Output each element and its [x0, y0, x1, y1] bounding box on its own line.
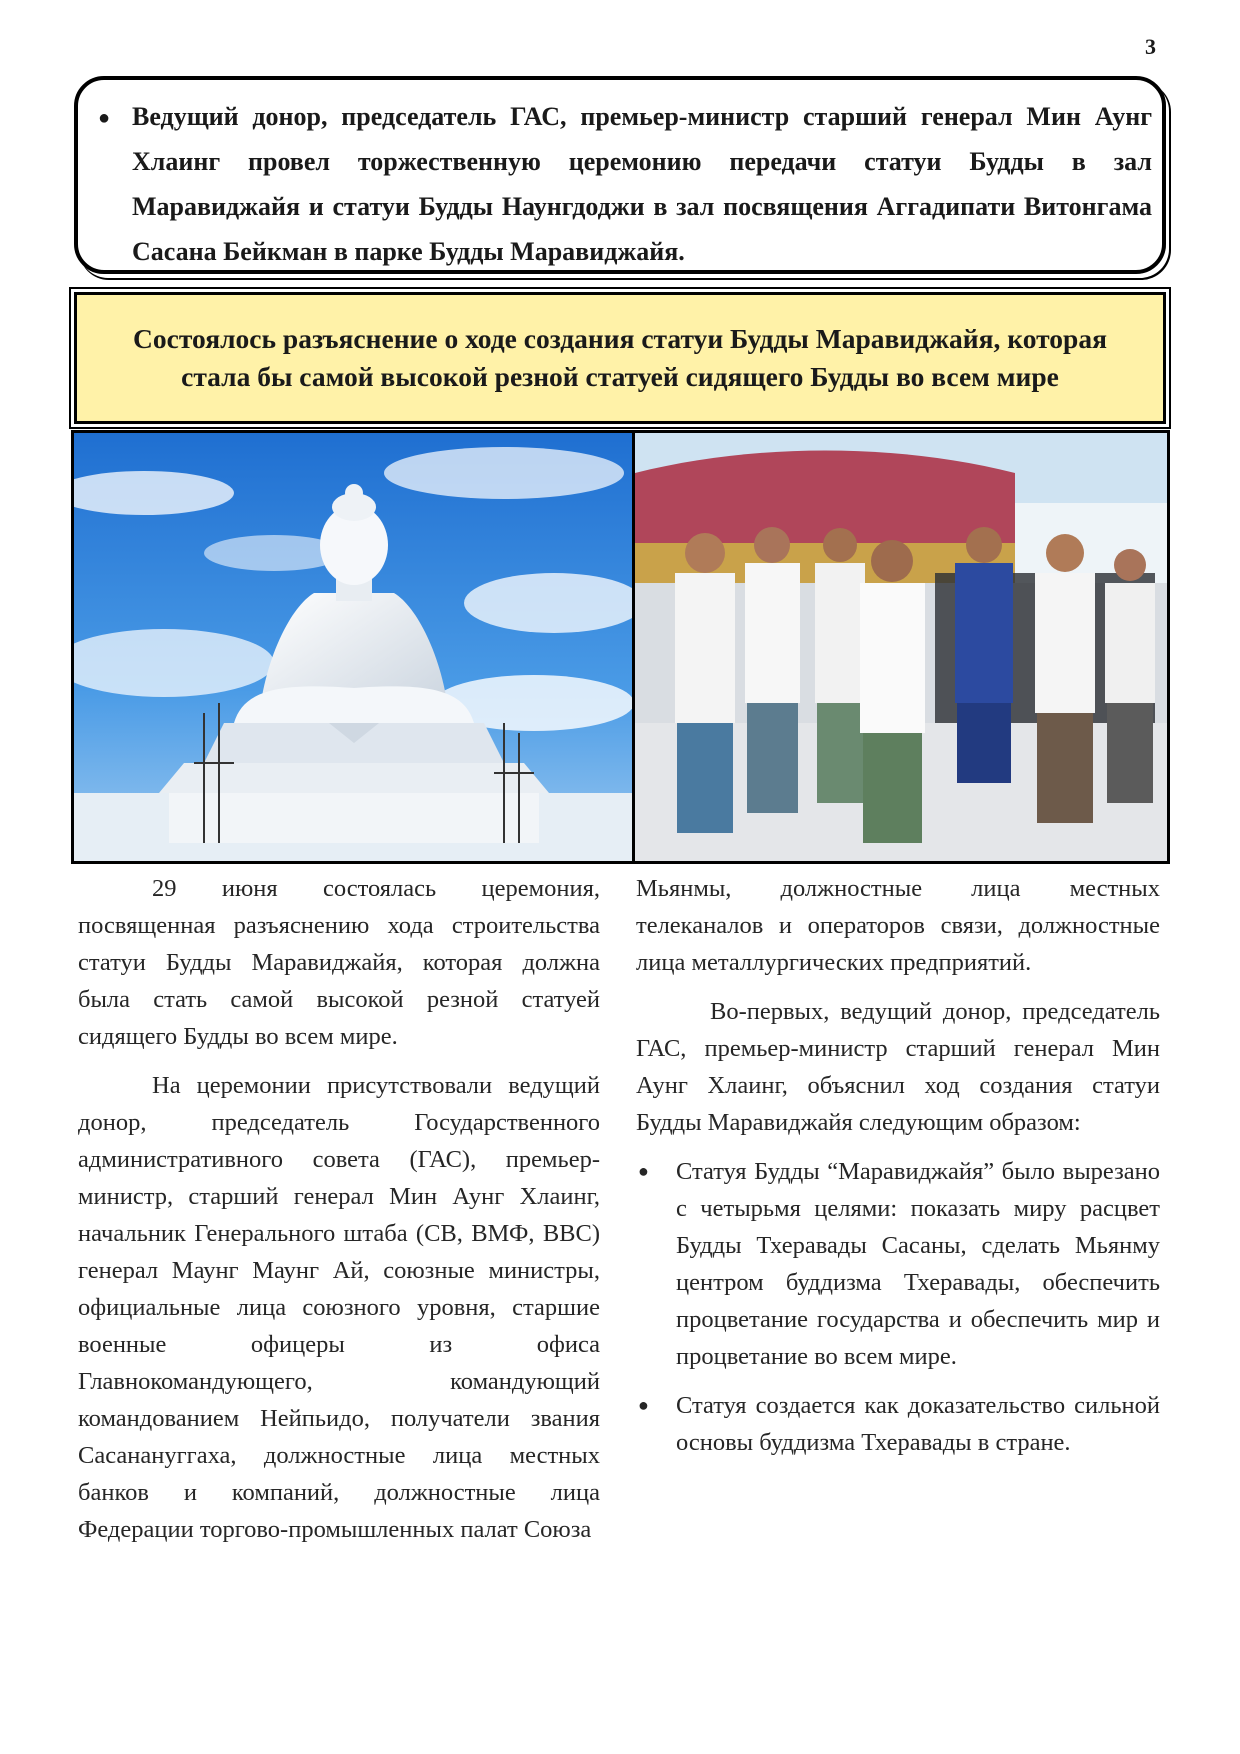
photo-strip: [71, 430, 1170, 864]
buddha-statue-photo: [74, 433, 635, 861]
paragraph: 29 июня состоялась церемония, посвященная разъяснению хода строительства статуи Будды Маравиджайя, которая должна была стать самой высокой резной статуей сидящего Будды во всем мире.: [78, 875, 600, 1050]
bullet-icon: ●: [638, 1161, 649, 1181]
officials-inspection-photo: [635, 433, 1167, 861]
goals-list: [636, 1153, 1160, 1461]
bullet-icon: ●: [638, 1395, 649, 1415]
list-item-text: Статуя создается как доказательство сильной основы буддизма Тхеравады в стране.: [676, 1392, 1160, 1456]
article-headline: Состоялось разъяснение о ходе создания статуи Будды Маравиджайя, которая стала бы самой высокой резной статуей сидящего Будды во всем мире: [74, 292, 1166, 424]
paragraph: На церемонии присутствовали ведущий донор, председатель Государственного административного совета (ГАС), премьер-министр, старший генерал Мин Аунг Хлаинг, начальник Генерального штаба (СВ, ВМФ, ВВС) генерал Маунг Маунг Ай, союзные министры, официальные лица союзного уровня, старшие военные офицеры из офиса Главнокомандующего, командующий командованием Нейпьидо, получатели звания Сасанануггаха, должностные лица местных банков и компаний, должностные лица Федерации торгово-промышленных палат Союза: [78, 1072, 600, 1543]
paragraph: Мьянмы, должностные лица местных телеканалов и операторов связи, должностные лица металлургических предприятий.: [636, 875, 1160, 976]
list-item: [636, 1153, 1160, 1375]
summary-item: Ведущий донор, председатель ГАС, премьер-министр старший генерал Мин Аунг Хлаинг провел торжественную церемонию передачи статуи Будды в зал Маравиджайя и статуи Будды Наунгдоджи в зал посвящения Аггадипати Витонгама Сасана Бейкман в парке Будды Маравиджайя.: [132, 102, 1152, 266]
article-column-left: [78, 870, 600, 1560]
bullet-icon: ●: [98, 107, 111, 129]
paragraph: Во-первых, ведущий донор, председатель ГАС, премьер-министр старший генерал Мин Аунг Хлаинг, объяснил ход создания статуи Будды Маравиджайя следующим образом:: [636, 998, 1160, 1136]
page-number: 3: [1145, 34, 1156, 59]
list-item-text: Статуя Будды “Маравиджайя” было вырезано с четырьмя целями: показать миру расцвет Будды Тхеравады Сасаны, сделать Мьянму центром буддизма Тхеравады, обеспечить процветание государства и обеспечить мир и процветание во всем мире.: [676, 1158, 1160, 1370]
list-item: [636, 1387, 1160, 1461]
article-column-right: [636, 870, 1160, 1473]
summary-box: [74, 76, 1166, 274]
